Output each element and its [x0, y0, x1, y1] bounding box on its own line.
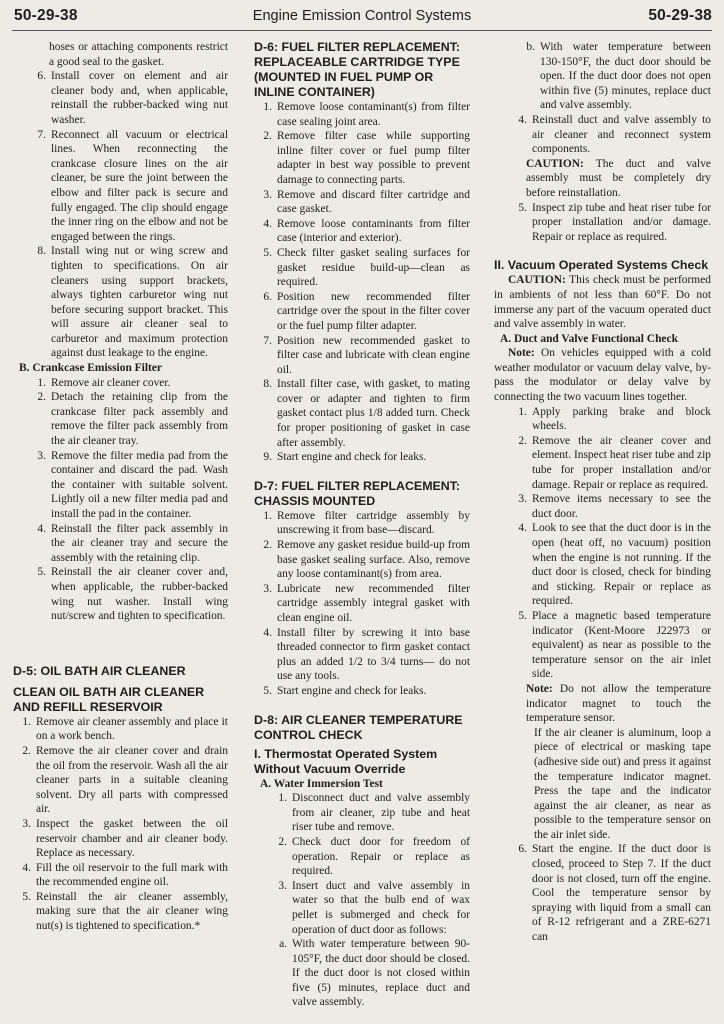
list-item: 2. Remove the air cleaner cover and drain the oil from the reservoir. Wash all the air cleaner parts in a suitable cleaning solvent. Dry all parts with compressed air. — [22, 744, 228, 816]
column-right — [494, 40, 711, 1020]
list-item: 5. Reinstall the air cleaner assembly, making sure that the air cleaner wing nut(s) is tightened to specification.* — [22, 890, 228, 933]
list-item: 3. Remove the filter media pad from the container and discard the pad. Wash the container with suitable solvent. Lightly oil a new filter media pad and install the pad in the container. — [37, 449, 228, 520]
list-item: 6. Position new recommended filter cartridge over the spout in the filter cover or the fuel pump filter adapter. — [263, 290, 470, 332]
list-item: 2. Detach the retaining clip from the crankcase filter pack assembly and remove the filter pack assembly from the air cleaner tray. — [37, 391, 228, 448]
list-item: 4. Look to see that the duct door is in the open (heat off, no vacuum) position when the engine is not running. If the duct door is closed, check for binding and sticking. Repair or replace as required. — [518, 522, 711, 608]
caution-note: CAUTION: The duct and valve assembly must be completely dry before reinstallation. — [526, 157, 711, 199]
subsection-heading: A. Water Immersion Test — [260, 777, 383, 790]
list-item: 3. Remove and discard filter cartridge and case gasket. — [263, 188, 470, 216]
subsection-heading: A. Duct and Valve Functional Check — [500, 332, 678, 345]
aluminum-note: If the air cleaner is aluminum, loop a piece of electrical or masking tape (adhesive side out) and press it against the temperature indicator magnet. Press the tape and the indicator against the air cleaner, as near as possible to the temperature sensor on the air inlet side. — [534, 726, 711, 841]
list-item: 7. Reconnect all vacuum or electrical lines. When reconnecting the crankcase closure lines on the air cleaner, be sure the joint between the elbow and filter pack is secure and fully engaged. The clip should engage the inner ring on the elbow and not be engaged between the rings. — [37, 128, 228, 243]
list-item: 2. Remove any gasket residue build-up from base gasket sealing surface. Also, remove any loose contaminant(s) from area. — [263, 539, 470, 581]
section-heading-d7: D-7: FUEL FILTER REPLACEMENT: CHASSIS MOUNTED — [254, 478, 461, 508]
list-item: 3. Insert duct and valve assembly in water so that the bulb end of wax pellet is submerged and check for operation of duct door as follows: — [278, 879, 470, 936]
page-number-left: 50-29-38 — [14, 7, 78, 24]
list-item: 4. Fill the oil reservoir to the full mark with the recommended engine oil. — [22, 861, 228, 889]
list-item: 3. Lubricate new recommended filter cartridge assembly integral gasket with clean engine oil. — [263, 582, 470, 624]
list-item: 6. Start the engine. If the duct door is closed, proceed to Step 7. If the duct door is not closed, turn off the engine. Cool the temperature sensor by spraying with liquid from a small can of R-12 refrigerant and a ZRE-6271 can — [518, 843, 711, 944]
section-heading-d8: D-8: AIR CLEANER TEMPERATURE CONTROL CHECK — [254, 712, 463, 742]
list-item: 2. Remove the air cleaner cover and element. Inspect heat riser tube and zip tube for proper installation and/or damage. Repair or replace as required. — [518, 434, 711, 491]
list-item: 5. Check filter gasket sealing surfaces for gasket residue build-up—clean as required. — [263, 246, 470, 289]
list-item: 1. Disconnect duct and valve assembly from air cleaner, zip tube and heat riser tube and remove. — [278, 792, 470, 834]
list-item: a. With water temperature between 90-105°F, the duct door should be closed. If the duct door is not closed within five (5) minutes, replace duct and valve assembly. — [279, 938, 470, 1009]
list-item: 8. Install wing nut or wing screw and tighten to specifications. On air cleaners using support brackets, always tighten carburetor wing nut before securing support bracket. This will assure air cleaner seal to carburetor and maximum protection against dust leakage to the engine. — [37, 245, 228, 360]
list-item: 2. Check duct door for freedom of operation. Repair or replace as required. — [278, 835, 470, 878]
list-item: 9. Start engine and check for leaks. — [263, 451, 427, 464]
list-item: 5. Reinstall the air cleaner cover and, when applicable, the rubber-backed wing nut washer. Install wing nut/screw and tighten to specification. — [37, 566, 228, 623]
list-item: 3. Inspect the gasket between the oil reservoir chamber and air cleaner body. Replace as necessary. — [22, 817, 228, 860]
section-subheading-thermostat: I. Thermostat Operated System Without Vacuum Override — [254, 746, 438, 776]
list-item: 1. Apply parking brake and block wheels. — [518, 405, 711, 433]
list-item: 4. Remove loose contaminants from filter case (interior and exterior). — [263, 217, 470, 245]
list-item: 5. Inspect zip tube and heat riser tube for proper installation and/or damage. Repair or replace as required. — [518, 201, 711, 243]
continued-text: hoses or attaching components restrict a good seal to the gasket. — [49, 41, 228, 68]
caution-note: CAUTION: This check must be performed in ambients of not less than 60°F. Do not immerse any part of the vacuum operated duct and valve assembly in water. — [494, 274, 711, 331]
list-item: 7. Position new recommended gasket to filter case and lubricate with clean engine oil. — [263, 334, 470, 376]
list-item: 3. Remove items necessary to see the duct door. — [518, 493, 711, 520]
page-number-right: 50-29-38 — [648, 7, 712, 24]
list-item: 5. Place a magnetic based temperature indicator (Kent-Moore J22973 or equivalent) as near as possible to the temperature sensor on the air inlet side. — [518, 609, 711, 681]
list-item: 1. Remove air cleaner assembly and place it on a work bench. — [22, 715, 228, 743]
list-item: 4. Reinstall the filter pack assembly in the air cleaner tray and secure the assembly with the retaining clip. — [37, 522, 228, 564]
list-item: 4. Reinstall duct and valve assembly to air cleaner and reconnect system components. — [518, 113, 711, 156]
note: Note: On vehicles equipped with a cold weather modulator or vacuum delay valve, by-pass the modulator or delay valve by connecting the two vacuum lines together. — [494, 347, 711, 404]
section-heading-d5: D-5: OIL BATH AIR CLEANER — [13, 663, 186, 678]
list-item: 6. Install cover on element and air cleaner body and, when applicable, reinstall the rubber-backed wing nut washer. — [37, 70, 228, 126]
list-item: 8. Install filter case, with gasket, to mating cover or adapter and tighten to firm gasket contact plus 1/8 added turn. Check for proper positioning of gasket in case after assembly. — [263, 378, 470, 449]
list-item: 4. Install filter by screwing it into base threaded connector to firm gasket contact plus an added 1/2 to 3/4 turns— do not use any tools. — [263, 626, 470, 683]
subsection-heading: B. Crankcase Emission Filter — [19, 362, 162, 375]
column-middle — [254, 40, 470, 1020]
section-heading-vacuum: II. Vacuum Operated Systems Check — [494, 258, 709, 273]
page-header — [0, 0, 724, 34]
note: Note: Do not allow the temperature indicator magnet to touch the temperature sensor. — [526, 682, 711, 725]
list-item: 1. Remove air cleaner cover. — [37, 376, 171, 389]
list-item: 1. Remove filter cartridge assembly by unscrewing it from base—discard. — [263, 509, 470, 537]
running-title: Engine Emission Control Systems — [252, 8, 472, 24]
section-heading-d6: D-6: FUEL FILTER REPLACEMENT: REPLACEABLE CARTRIDGE TYPE (MOUNTED IN FUEL PUMP OR INLINE CONTAINER) — [254, 40, 461, 99]
section-subheading-d5: CLEAN OIL BATH AIR CLEANER AND REFILL RESERVOIR — [13, 684, 205, 714]
header-rule — [12, 30, 712, 31]
list-item: 2. Remove filter case while supporting inline filter cover or fuel pump filter adapter in best way possible to prevent damage to connecting parts. — [263, 130, 470, 186]
list-item: b. With water temperature between 130-150°F, the duct door should be open. If the duct door does not open within five (5) minutes, replace duct and valve assembly. — [526, 41, 711, 112]
column-left — [13, 40, 228, 1020]
list-item: 1. Remove loose contaminant(s) from filter case sealing joint area. — [263, 101, 470, 128]
list-item: 5. Start engine and check for leaks. — [263, 684, 427, 697]
